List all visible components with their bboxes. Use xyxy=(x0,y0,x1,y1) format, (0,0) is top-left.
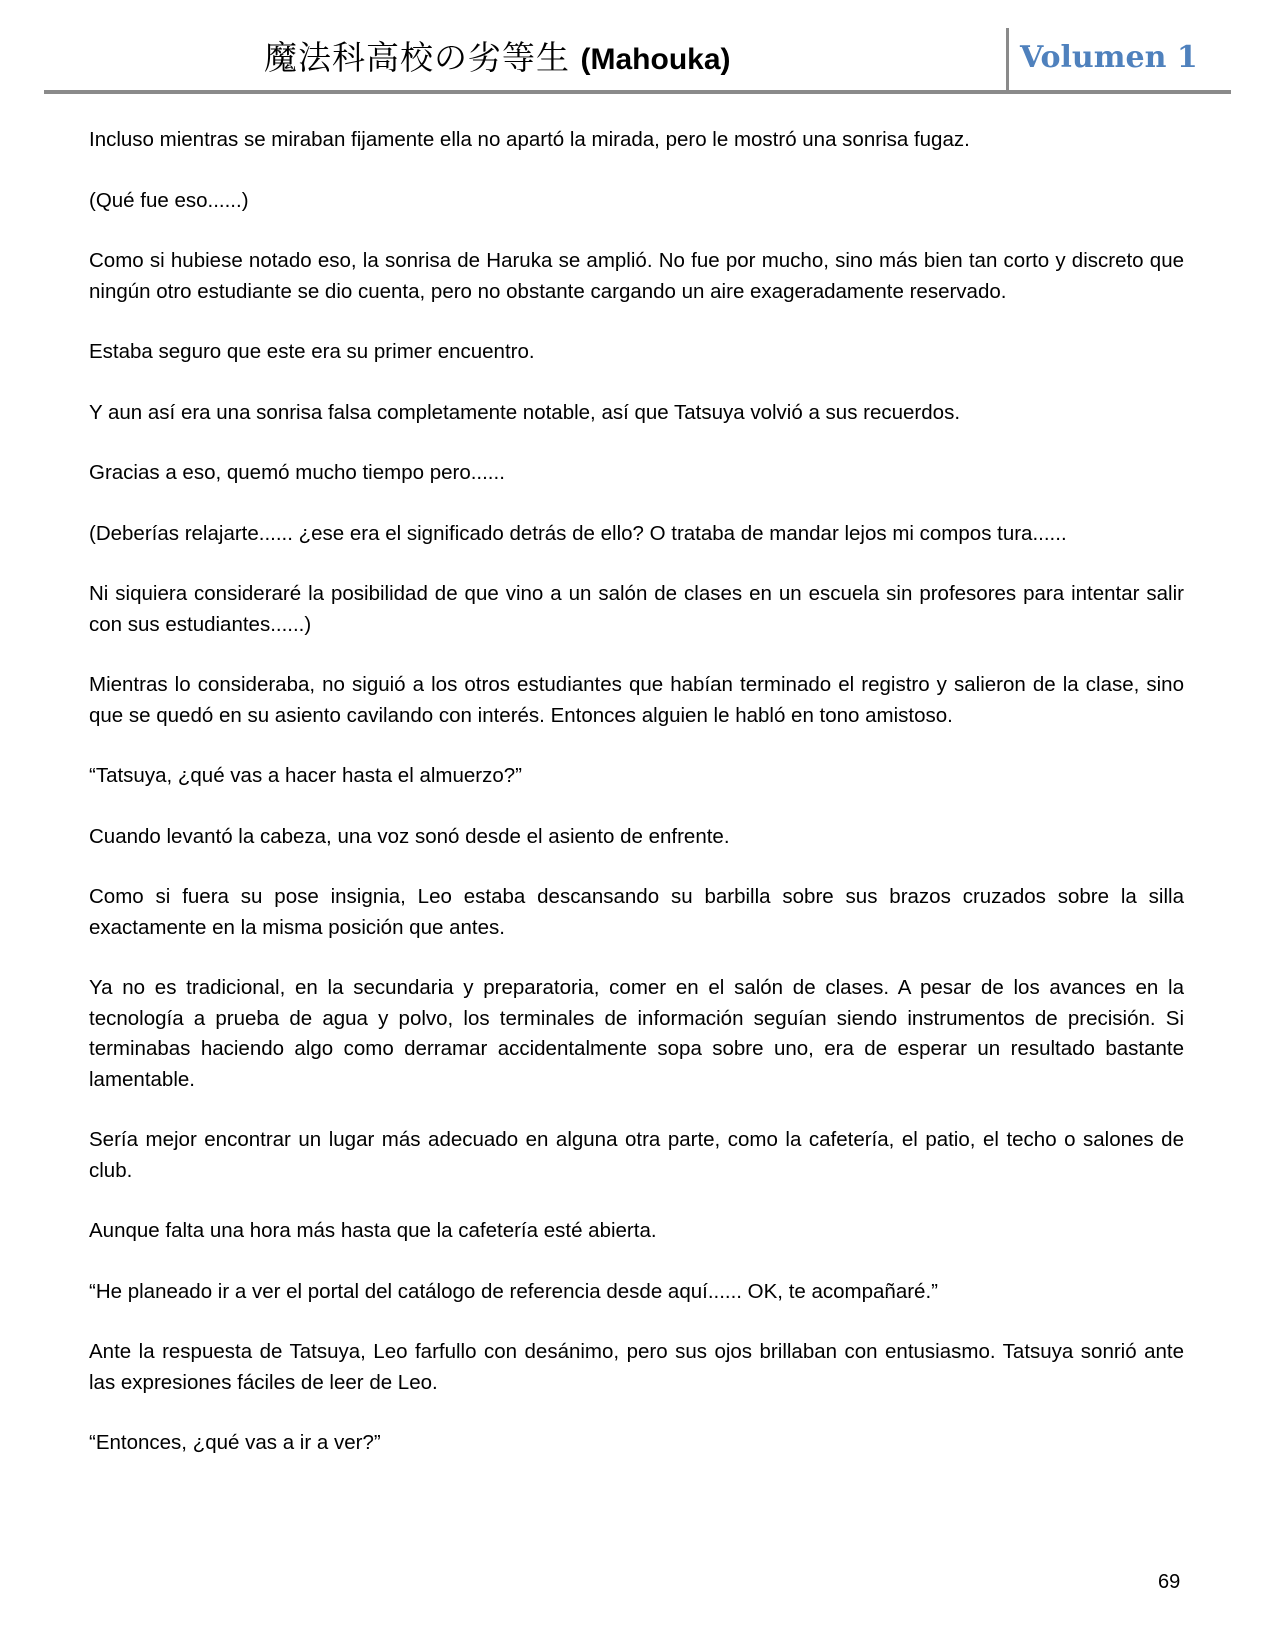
book-title-romaji: (Mahouka) xyxy=(580,43,731,76)
page-header xyxy=(44,28,1231,94)
paragraph: Aunque falta una hora más hasta que la cafetería esté abierta. xyxy=(89,1219,657,1242)
paragraph: (Qué fue eso......) xyxy=(89,188,249,212)
paragraph: Estaba seguro que este era su primer encuentro. xyxy=(89,340,535,363)
paragraph: Ni siquiera consideraré la posibilidad de que vino a un salón de clases en un escuela sin profesores para intentar salir con sus estudiantes......) xyxy=(89,582,1184,636)
header-rule xyxy=(44,90,1231,94)
volume-label: Volumen 1 xyxy=(1020,40,1198,75)
paragraph: Incluso mientras se miraban fijamente ella no apartó la mirada, pero le mostró una sonrisa fugaz. xyxy=(89,128,970,151)
paragraph: “He planeado ir a ver el portal del catálogo de referencia desde aquí...... OK, te acompañaré.” xyxy=(89,1279,938,1303)
header-divider xyxy=(1006,28,1009,90)
paragraph: “Entonces, ¿qué vas a ir a ver?” xyxy=(89,1431,381,1454)
page-number: 69 xyxy=(1158,1571,1181,1593)
book-title-japanese: 魔法科高校の劣等生 xyxy=(264,38,570,77)
paragraph: (Deberías relajarte...... ¿ese era el significado detrás de ello? O trataba de mandar lejos mi compos tura...... xyxy=(89,521,1067,545)
paragraph: Como si hubiese notado eso, la sonrisa de Haruka se amplió. No fue por mucho, sino más bien tan corto y discreto que ningún otro estudiante se dio cuenta, pero no obstante cargando un aire exageradamente reservado. xyxy=(89,249,1184,303)
paragraph: Ante la respuesta de Tatsuya, Leo farfullo con desánimo, pero sus ojos brillaban con entusiasmo. Tatsuya sonrió ante las expresiones fáciles de leer de Leo. xyxy=(89,1340,1184,1394)
page-body xyxy=(89,125,1184,1489)
paragraph: Gracias a eso, quemó mucho tiempo pero...... xyxy=(89,461,505,484)
paragraph: Sería mejor encontrar un lugar más adecuado en alguna otra parte, como la cafetería, el patio, el techo o salones de club. xyxy=(89,1128,1184,1182)
paragraph: Como si fuera su pose insignia, Leo estaba descansando su barbilla sobre sus brazos cruzados sobre la silla exactamente en la misma posición que antes. xyxy=(89,885,1184,939)
paragraph: Y aun así era una sonrisa falsa completamente notable, así que Tatsuya volvió a sus recuerdos. xyxy=(89,400,961,424)
paragraph: Mientras lo consideraba, no siguió a los otros estudiantes que habían terminado el registro y salieron de la clase, sino que se quedó en su asiento cavilando con interés. Entonces alguien le habló en tono amistoso. xyxy=(89,673,1184,727)
paragraph: Ya no es tradicional, en la secundaria y preparatoria, comer en el salón de clases. A pesar de los avances en la tecnología a prueba de agua y polvo, los terminales de información seguían siendo instrumentos de precisión. Si terminabas haciendo algo como derramar accidentalmente sopa sobre uno, era de esperar un resultado bastante lamentable. xyxy=(89,976,1184,1091)
book-title xyxy=(264,36,824,82)
paragraph: Cuando levantó la cabeza, una voz sonó desde el asiento de enfrente. xyxy=(89,824,730,848)
paragraph: “Tatsuya, ¿qué vas a hacer hasta el almuerzo?” xyxy=(89,764,522,787)
